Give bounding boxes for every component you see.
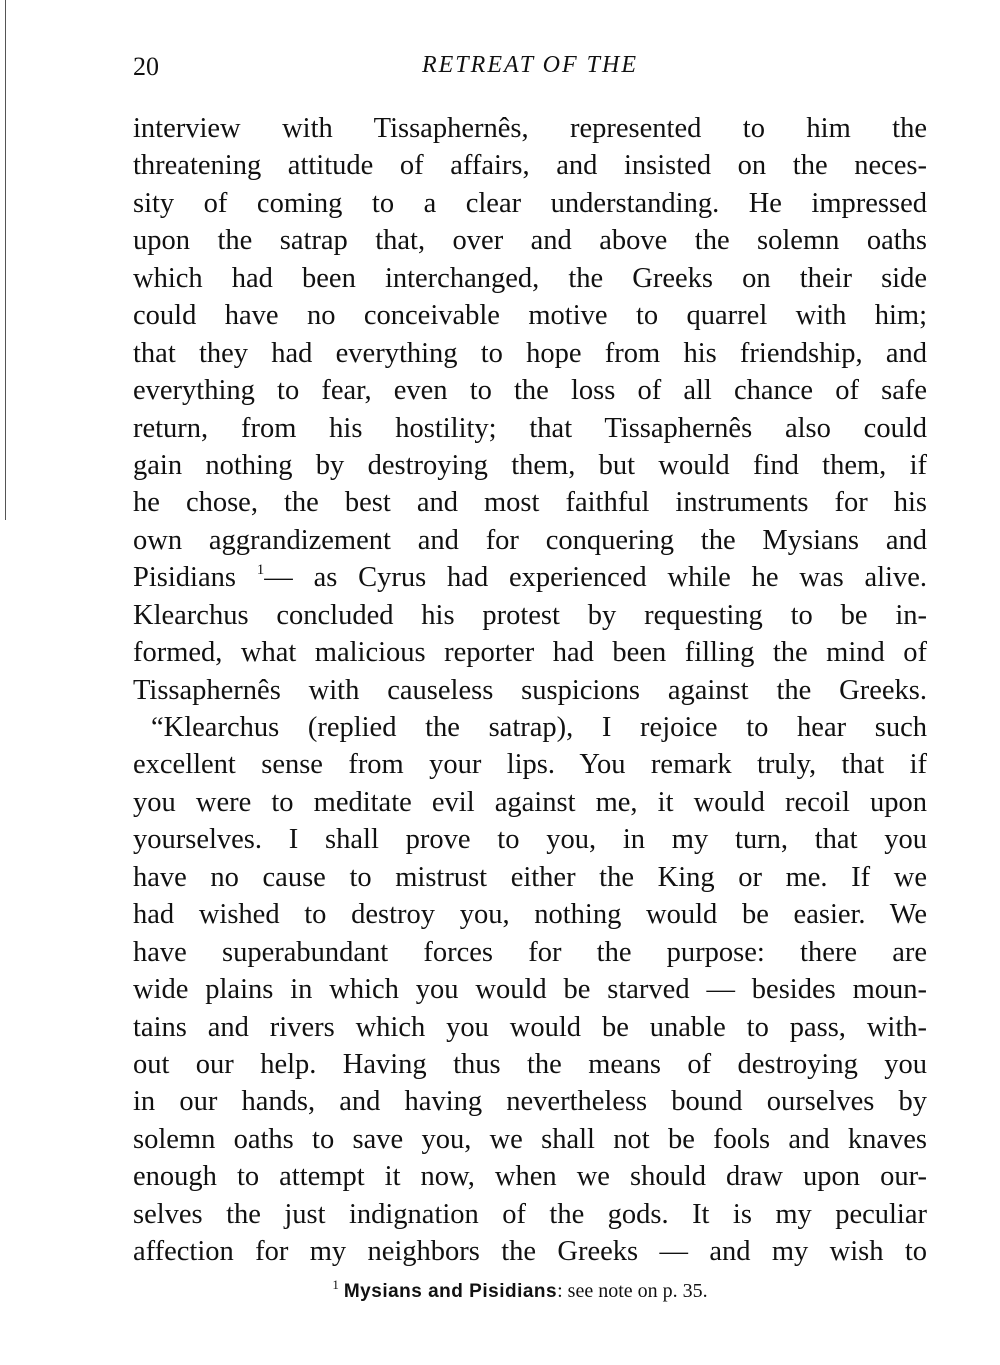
text-line: solemn oaths to save you, we shall not be fools and knaves — [133, 1123, 927, 1155]
text-line: in our hands, and having nevertheless bound ourselves by — [133, 1086, 927, 1118]
body-text — [133, 110, 927, 1271]
text-line: “Klearchus (replied the satrap), I rejoice to hear such — [151, 712, 927, 743]
running-title: RETREAT OF THE — [421, 52, 638, 78]
text-line: had wished to destroy you, nothing would be easier. We — [133, 899, 927, 931]
text-line: gain nothing by destroying them, but would find them, if — [133, 449, 927, 481]
text-line: could have no conceivable motive to quarrel with him; — [133, 300, 927, 332]
text-line: excellent sense from your lips. You remark truly, that if — [133, 749, 927, 781]
text-line: sity of coming to a clear understanding. He impressed — [133, 187, 927, 219]
text-line: out our help. Having thus the means of destroying you — [133, 1048, 927, 1080]
text-line — [133, 559, 927, 596]
footnote-mark: 1 — [332, 1277, 339, 1292]
text-line: everything to fear, even to the loss of all chance of safe — [133, 375, 927, 407]
page-number: 20 — [133, 52, 159, 81]
footnote-term: Mysians and Pisidians — [343, 1281, 558, 1302]
text-line: which had been interchanged, the Greeks on their side — [133, 262, 927, 294]
text-line: have no cause to mistrust either the King or me. If we — [133, 861, 927, 893]
text-line: enough to attempt it now, when we should draw upon our- — [133, 1161, 927, 1193]
text-fragment: — as Cyrus had experienced while he was alive. — [264, 562, 927, 594]
text-line: wide plains in which you would be starved — besides moun- — [133, 974, 927, 1006]
text-line: upon the satrap that, over and above the solemn oaths — [133, 225, 927, 257]
footnote-text: : see note on p. 35. — [557, 1280, 708, 1302]
text-line: own aggrandizement and for conquering the Mysians and — [133, 524, 927, 556]
text-line: selves the just indignation of the gods. It is my peculiar — [133, 1198, 927, 1230]
text-line: formed, what malicious reporter had been filling the mind of — [133, 637, 927, 669]
text-line: Tissaphernês with causeless suspicions against the Greeks. — [133, 674, 927, 706]
text-fragment: Pisidians — [133, 562, 236, 594]
footnote — [0, 1277, 1000, 1303]
text-line: return, from his hostility; that Tissaphernês also could — [133, 412, 927, 444]
footnote-reference: 1 — [256, 562, 265, 579]
text-line: Klearchus concluded his protest by requesting to be in- — [133, 599, 927, 631]
text-line: yourselves. I shall prove to you, in my turn, that you — [133, 824, 927, 856]
text-line: you were to meditate evil against me, it would recoil upon — [133, 786, 927, 818]
text-line: that they had everything to hope from his friendship, and — [133, 337, 927, 369]
page-header — [133, 52, 927, 86]
text-line: interview with Tissaphernês, represented to him the — [133, 113, 927, 144]
text-line: tains and rivers which you would be unable to pass, with- — [133, 1011, 927, 1043]
text-line: threatening attitude of affairs, and insisted on the neces- — [133, 150, 927, 182]
text-line: he chose, the best and most faithful instruments for his — [133, 487, 927, 519]
scan-edge-line — [5, 0, 6, 520]
text-line: affection for my neighbors the Greeks — and my wish to — [133, 1236, 927, 1268]
text-line: have superabundant forces for the purpose: there are — [133, 936, 927, 968]
